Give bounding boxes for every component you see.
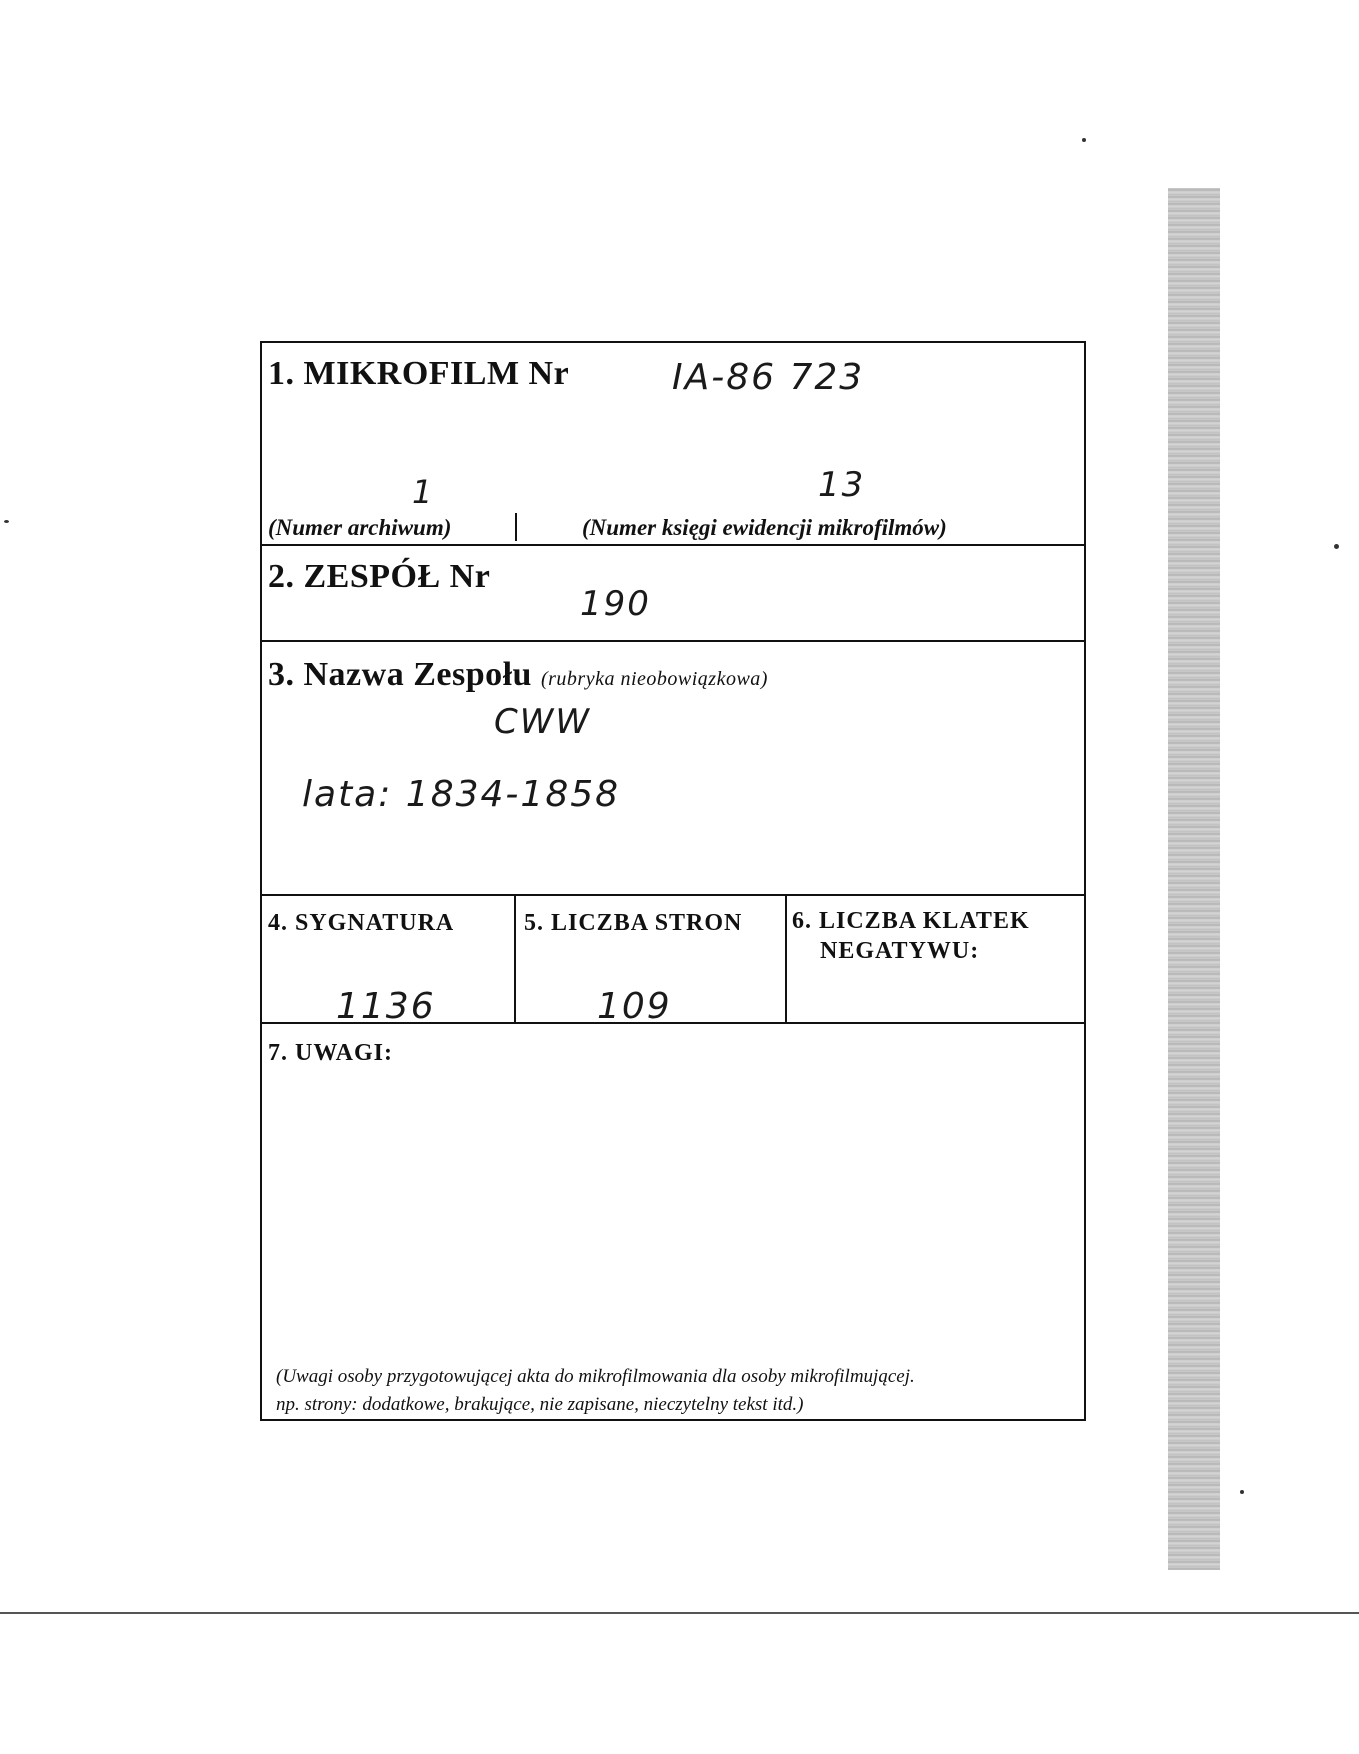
fonds-name-value: CWW (494, 702, 591, 742)
remarks-instructions (276, 1363, 1076, 1419)
fonds-name-label (268, 656, 768, 694)
microfilm-number-label: 1. MIKROFILM Nr (268, 355, 570, 392)
archive-number-label: (Numer archiwum) (268, 515, 452, 540)
microfilm-form (260, 341, 1086, 1421)
scan-bottom-line (0, 1612, 1359, 1614)
negative-frames-label-line1: 6. LICZBA KLATEK (792, 908, 1030, 934)
page-count-label: 5. LICZBA STRON (524, 910, 743, 936)
remarks-instructions-line1: (Uwagi osoby przygotowującej akta do mikrofilmowania dla osoby mikrofilmującej. (276, 1366, 915, 1387)
section-fonds-name (262, 642, 1084, 896)
fonds-years-value: lata: 1834-1858 (302, 774, 621, 815)
section-microfilm-number (262, 343, 1084, 546)
section-counts (262, 896, 1084, 1027)
page-count-value: 109 (597, 986, 672, 1027)
column-divider (785, 896, 787, 1024)
fonds-name-title: 3. Nazwa Zespołu (268, 656, 532, 693)
section-remarks (262, 1024, 1084, 1421)
fonds-name-optional-note: (rubryka nieobowiązkowa) (540, 668, 768, 690)
signature-label: 4. SYGNATURA (268, 910, 455, 936)
fonds-number-value: 190 (580, 584, 651, 624)
register-number-label: (Numer księgi ewidencji mikrofilmów) (582, 515, 947, 540)
scan-speck (1240, 1490, 1244, 1494)
scan-speck (1082, 138, 1086, 142)
remarks-label: 7. UWAGI: (268, 1040, 394, 1066)
label-separator (515, 513, 517, 541)
archive-number-value: 1 (412, 473, 435, 511)
section-fonds-number (262, 546, 1084, 642)
scan-speck (1334, 544, 1339, 549)
column-divider (514, 896, 516, 1024)
negative-frames-label-line2: NEGATYWU: (820, 938, 980, 964)
scan-edge-shadow (1168, 188, 1220, 1570)
remarks-instructions-line2: np. strony: dodatkowe, brakujące, nie zapisane, nieczytelny tekst itd.) (276, 1394, 804, 1415)
microfilm-number-value: IA-86 723 (672, 357, 865, 398)
register-number-value: 13 (818, 465, 866, 505)
signature-value: 1136 (336, 986, 436, 1027)
fonds-number-label: 2. ZESPÓŁ Nr (268, 558, 491, 595)
scan-speck (4, 520, 9, 523)
